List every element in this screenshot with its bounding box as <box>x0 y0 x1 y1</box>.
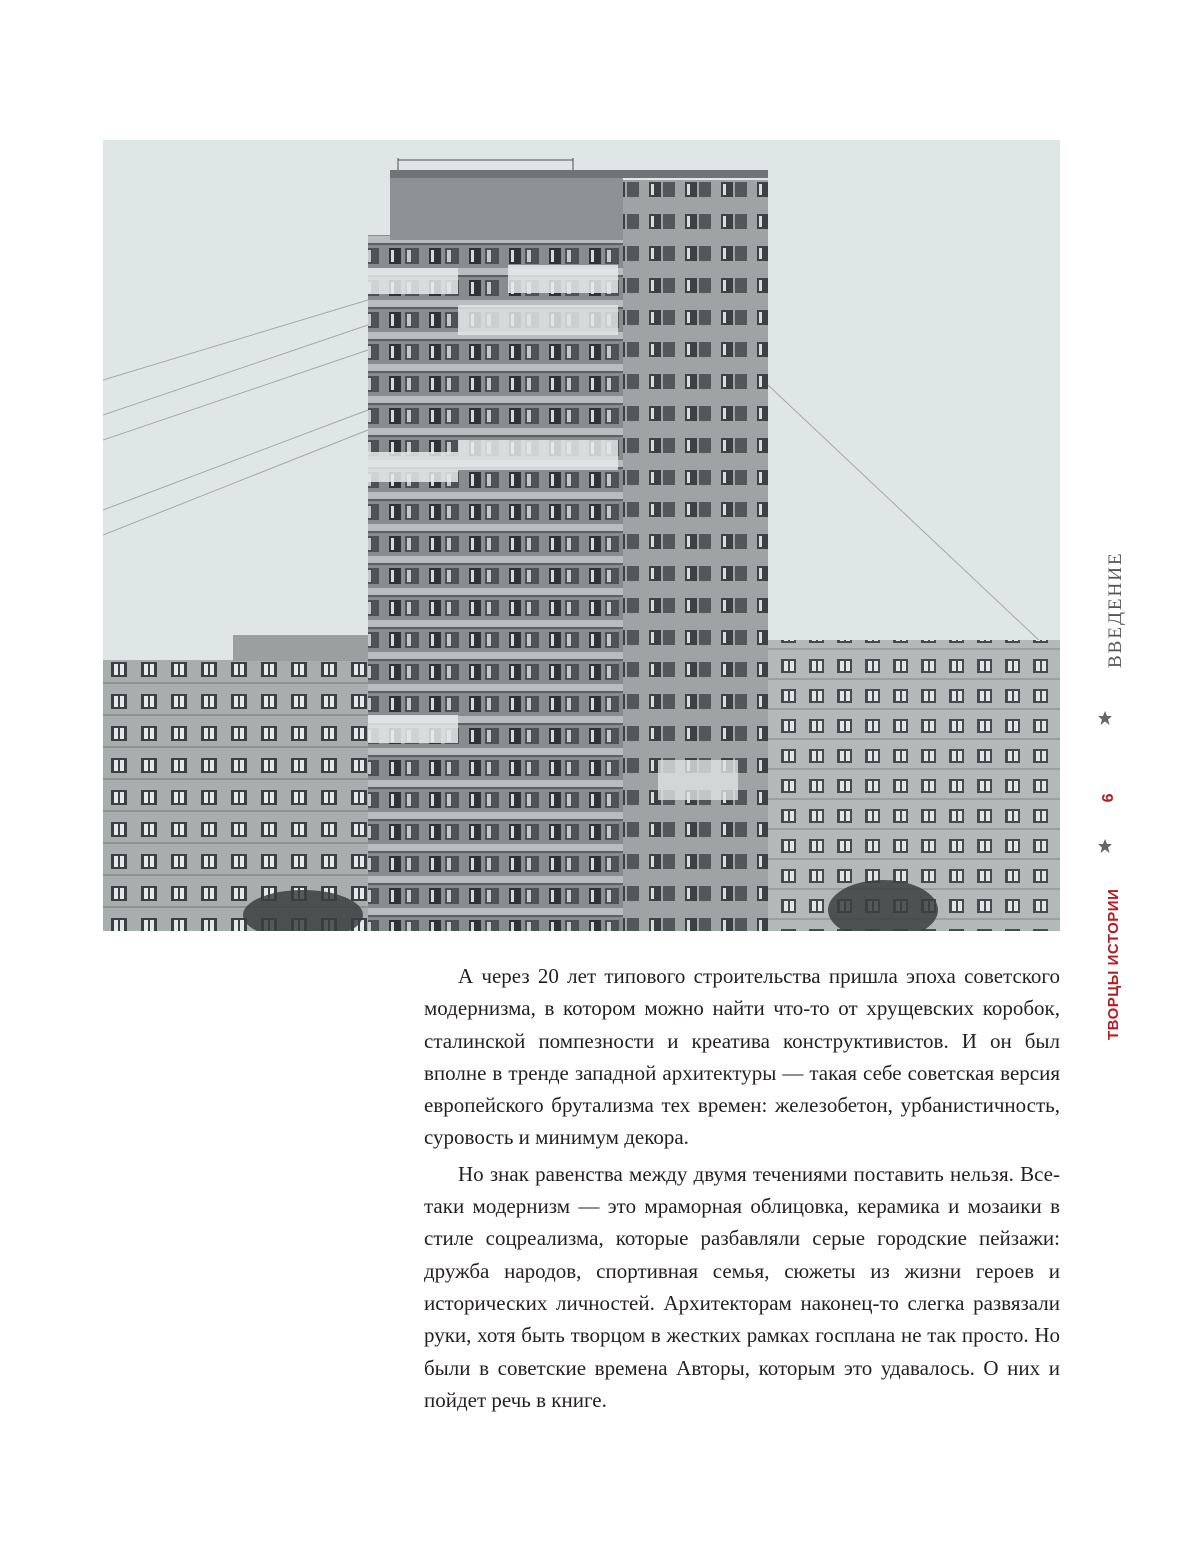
paragraph-1: А через 20 лет типового строительства пришла эпоха советского модернизма, в котором можно найти что-то от хрущевских коробок, сталинской помпезности и креатива конструктивистов. И он был вполне в тренде западной архитектуры — такая себе советская версия европейского брутализма тех времен: железобетон, урбанистичность, суровость и минимум декора. <box>424 964 1060 1150</box>
star-icon <box>1097 710 1113 726</box>
body-text <box>424 960 1060 1420</box>
star-icon <box>1097 838 1113 854</box>
book-title: ТВОРЦЫ ИСТОРИИ <box>1105 888 1122 1040</box>
paragraph-2: Но знак равенства между двумя течениями поставить нельзя. Все-таки модернизм — это мраморная облицовка, керамика и мозаики в стиле соцреализма, которые разбавляли серые городские пейзажи: дружба народов, спортивная семья, сюжеты из жизни героев и исторических личностей. Архитекторам наконец-то слегка развязали руки, хотя быть творцом в жестких рамках госплана не так просто. Но были в советские времена Авторы, которым это удавалось. О них и пойдет речь в книге. <box>424 1161 1060 1412</box>
chapter-title: ВВЕДЕНИЕ <box>1105 551 1126 668</box>
page-number: 9 <box>1098 793 1115 803</box>
apartment-building-photo <box>103 140 1060 931</box>
